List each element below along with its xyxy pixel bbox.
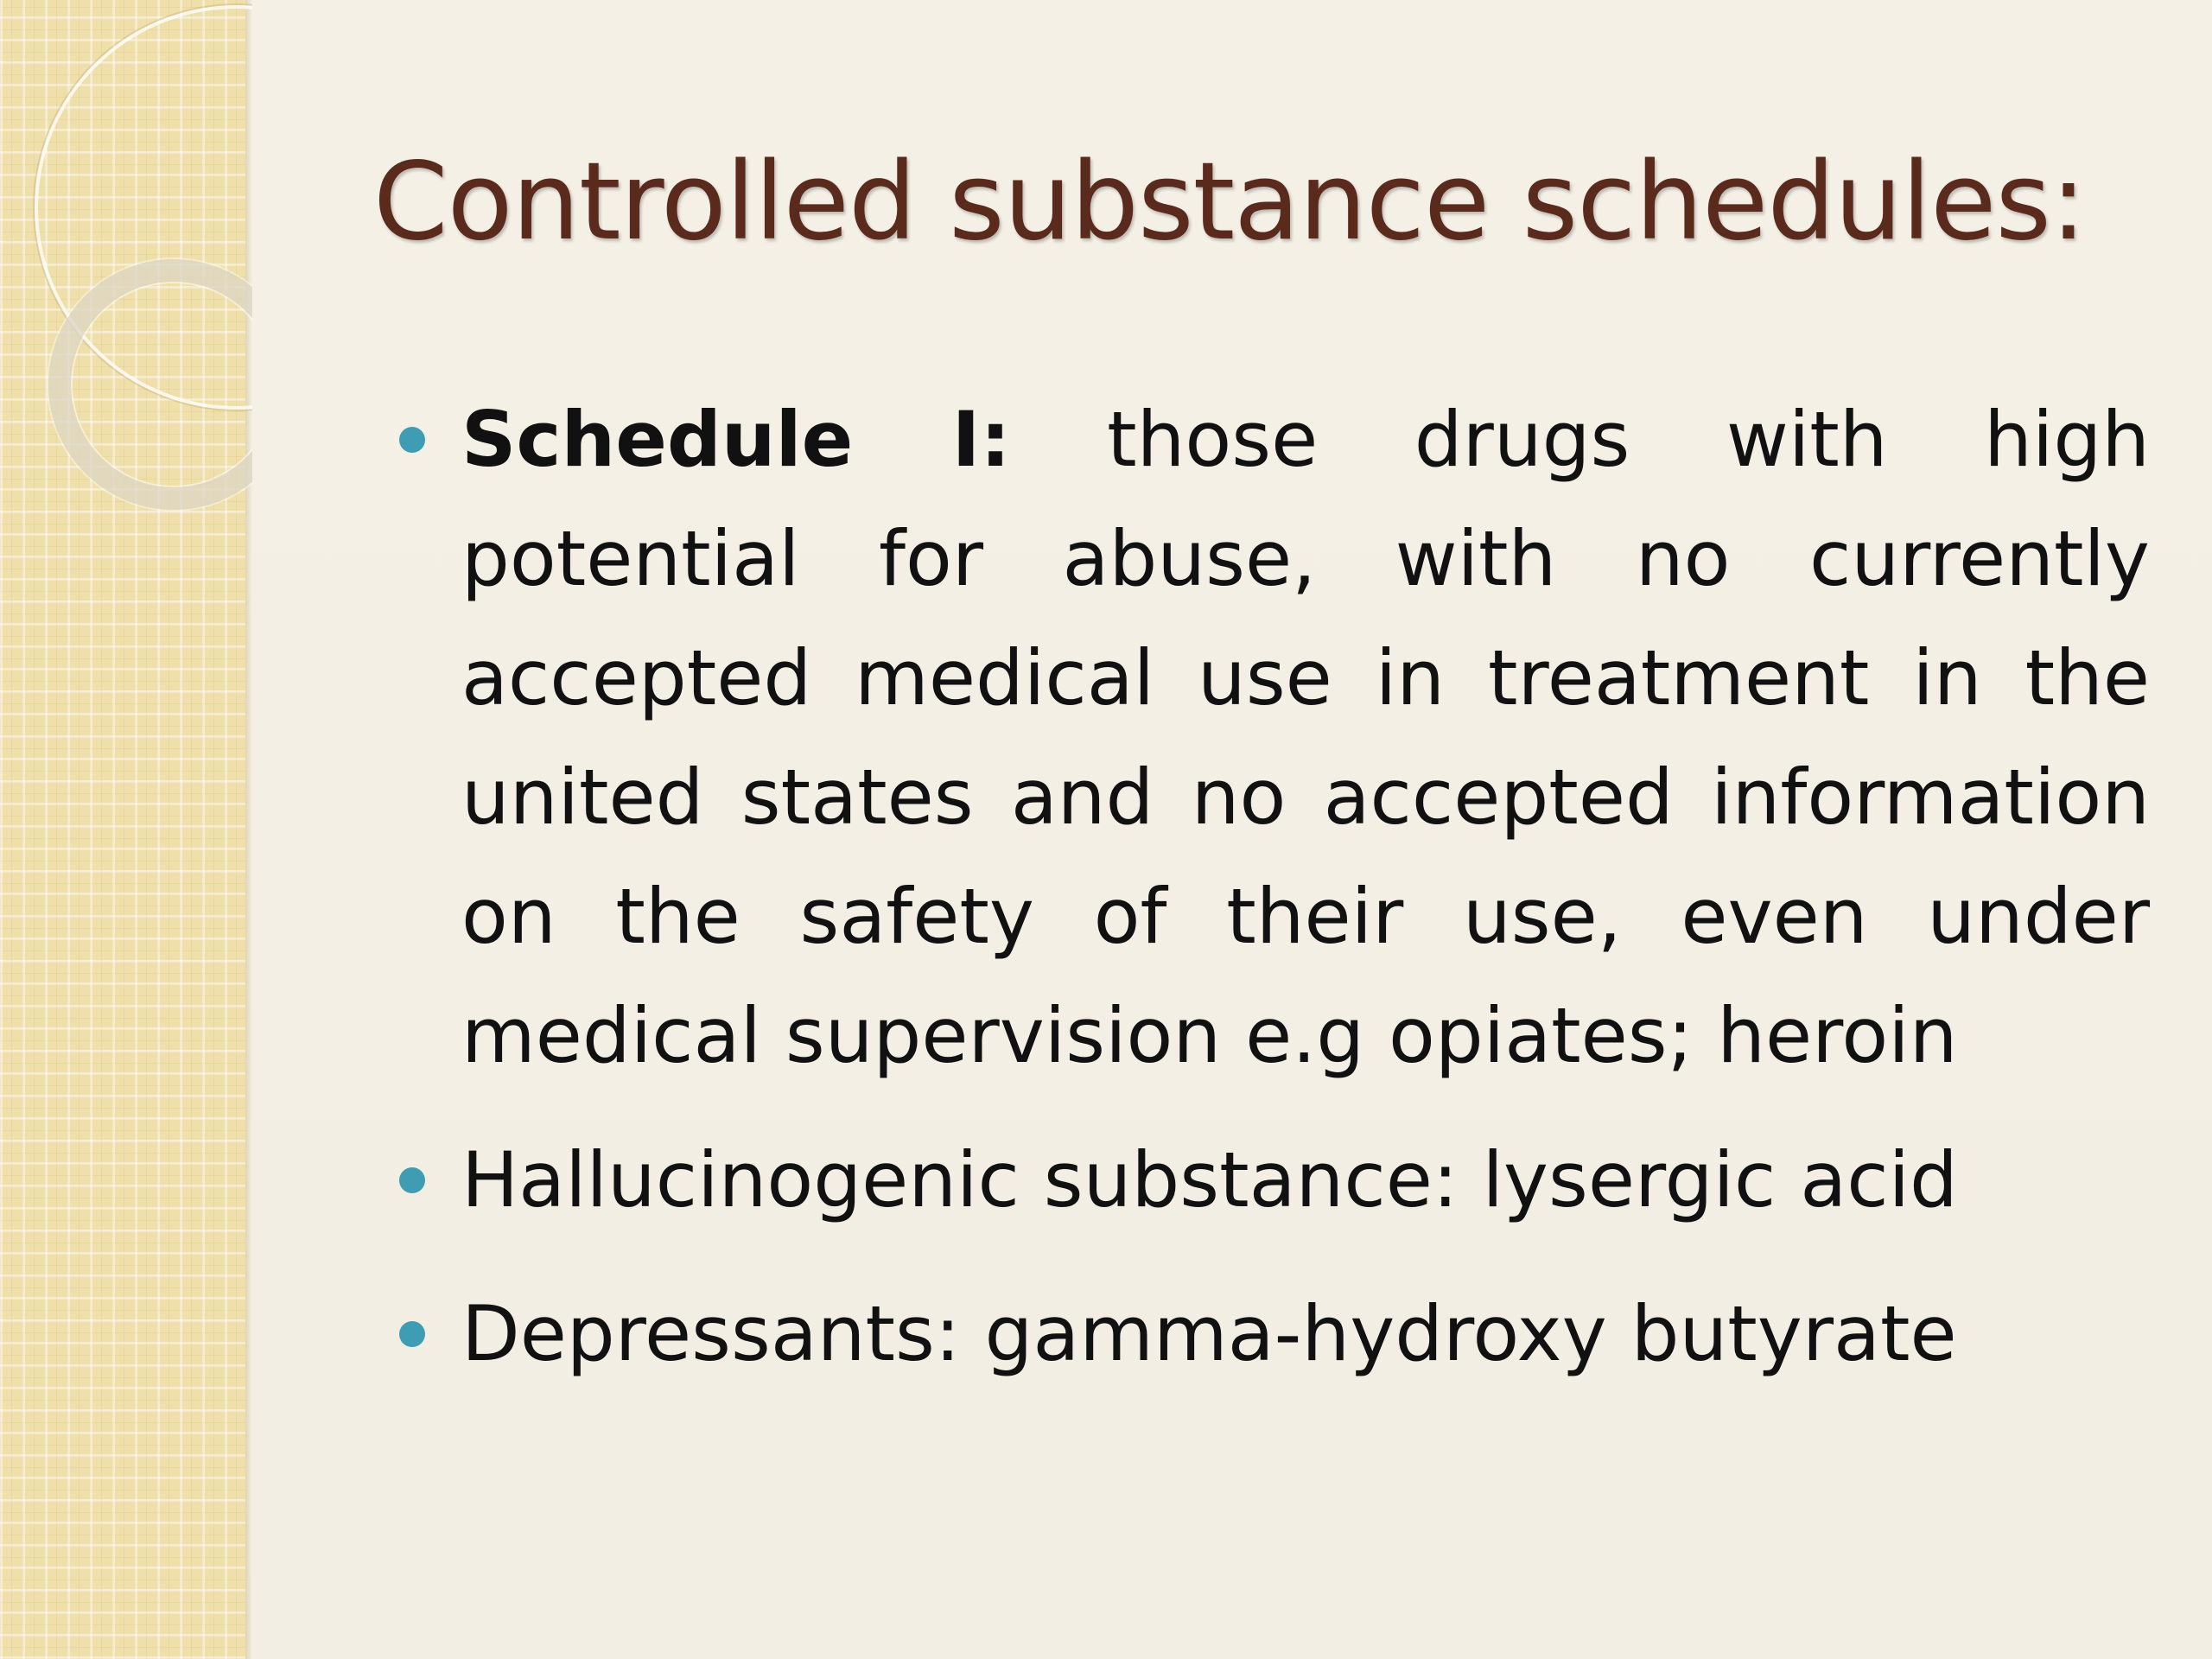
decorative-rings (0, 0, 252, 553)
bullet-item-schedule-1 (387, 380, 2150, 1096)
bullet-text: Depressants: gamma-hydroxy butyrate (461, 1289, 1957, 1378)
bullet-dot-icon (399, 1167, 425, 1193)
bullet-dot-icon (399, 1321, 425, 1347)
bullet-text: Hallucinogenic substance: lysergic acid (461, 1135, 1958, 1224)
bullet-item-hallucinogenic (387, 1111, 2150, 1249)
bullet-label: Schedule I: (461, 395, 1011, 484)
bullet-text: those drugs with high potential for abuse, with no currently accepted medical use in treatment in the united states and no accepted information on the safety of their use, even under medical supervision e.g opiates; heroin (461, 395, 2150, 1080)
slide-title: Controlled substance schedules: (373, 140, 2086, 264)
bullet-list (387, 380, 2150, 1419)
bullet-dot-icon (399, 427, 425, 453)
bullet-item-depressants (387, 1265, 2150, 1403)
